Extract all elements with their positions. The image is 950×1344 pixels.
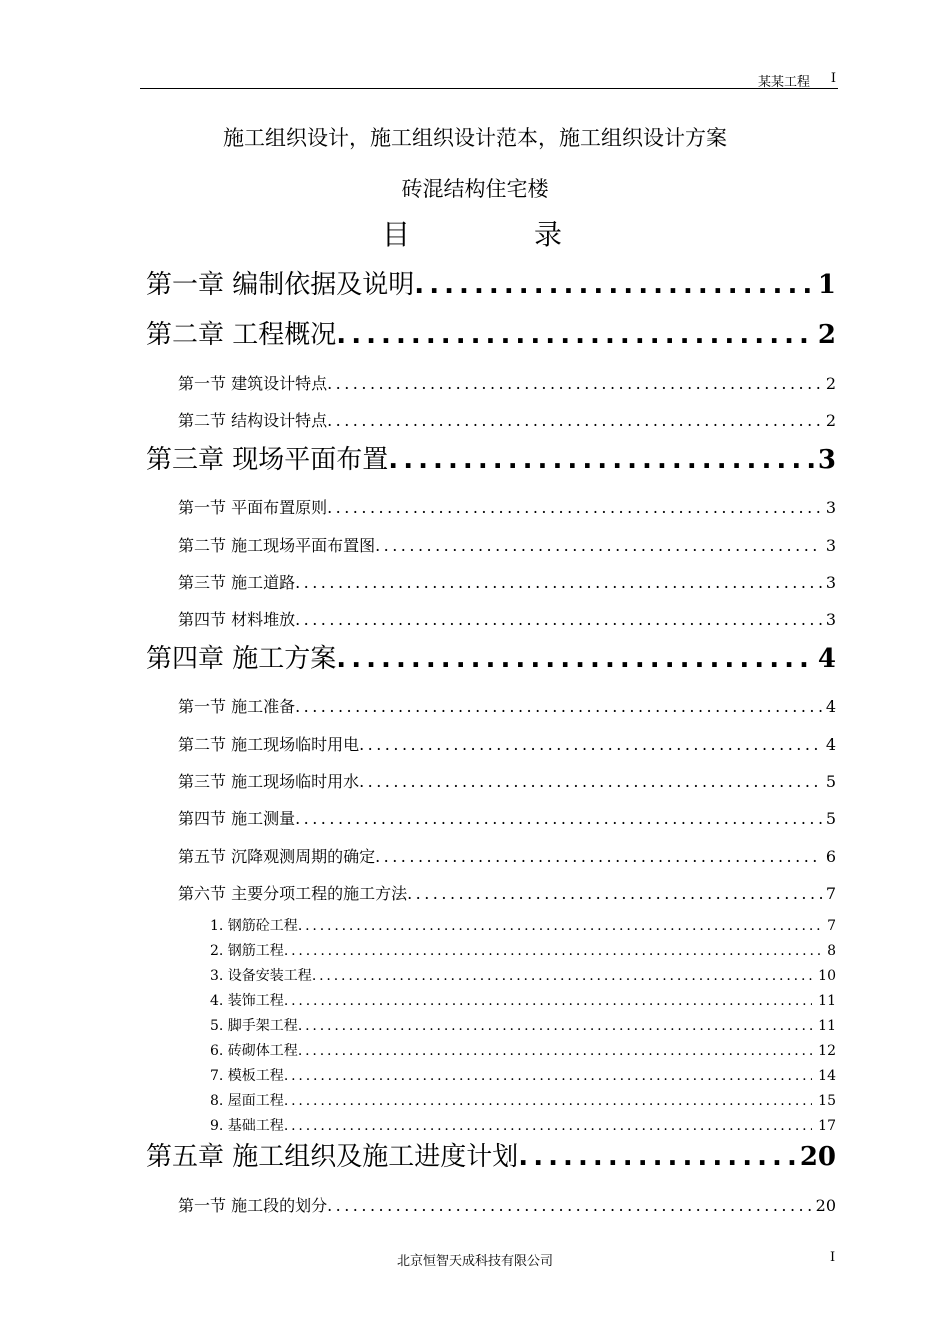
toc-page: 3 — [817, 445, 836, 475]
toc-subsection-8[interactable] — [210, 1090, 836, 1110]
toc-page: 3 — [825, 573, 836, 592]
toc-leader — [284, 943, 821, 959]
toc-leader — [336, 320, 814, 350]
toc-section-4-5[interactable] — [178, 844, 836, 867]
toc-label: 7. 模板工程 — [210, 1068, 284, 1084]
toc-page: 12 — [818, 1043, 836, 1059]
toc-label: 第一节 平面布置原则 — [178, 498, 328, 517]
toc-page: 11 — [818, 993, 836, 1009]
footer-page-number: I — [830, 1250, 836, 1265]
toc-label: 第五章 施工组织及施工进度计划 — [146, 1142, 519, 1172]
toc-section-4-2[interactable] — [178, 732, 836, 755]
toc-page: 15 — [818, 1093, 836, 1109]
document-subtitle: 砖混结构住宅楼 — [401, 177, 549, 201]
toc-page: 2 — [825, 374, 836, 393]
toc-page: 7 — [827, 918, 836, 934]
footer-company: 北京恒智天成科技有限公司 — [396, 1254, 553, 1269]
toc-leader — [327, 411, 822, 430]
toc-leader — [327, 498, 822, 517]
toc-label: 第四节 材料堆放 — [178, 610, 296, 629]
toc-page: 6 — [825, 847, 836, 866]
toc-subsection-2[interactable] — [210, 940, 836, 960]
toc-label: 第三节 施工现场临时用水 — [178, 772, 360, 791]
toc-label: 第二节 施工现场临时用电 — [178, 735, 360, 754]
toc-page: 8 — [827, 943, 836, 959]
toc-leader — [312, 968, 812, 984]
toc-label: 2. 钢筋工程 — [210, 943, 284, 959]
toc-section-2-2[interactable] — [178, 408, 836, 431]
toc-leader — [295, 697, 822, 716]
toc-page: 2 — [825, 411, 836, 430]
toc-leader — [295, 610, 822, 629]
toc-section-4-4[interactable] — [178, 806, 836, 829]
toc-leader — [284, 993, 812, 1009]
toc-subsection-4[interactable] — [210, 990, 836, 1010]
toc-leader — [298, 918, 821, 934]
toc-subsection-3[interactable] — [210, 965, 836, 985]
toc-chapter-5[interactable] — [146, 1136, 836, 1173]
toc-subsection-1[interactable] — [210, 915, 836, 935]
toc-subsection-7[interactable] — [210, 1065, 836, 1085]
toc-page: 5 — [825, 809, 836, 828]
toc-page: 3 — [825, 536, 836, 555]
toc-leader — [375, 536, 822, 555]
page-header — [140, 66, 838, 89]
toc-page: 11 — [818, 1018, 836, 1034]
toc-label: 第二节 结构设计特点 — [178, 411, 328, 430]
header-title: 某某工程 — [757, 75, 810, 90]
toc-page: 4 — [817, 644, 836, 674]
toc-label: 第一节 建筑设计特点 — [178, 374, 328, 393]
toc-label: 第二节 施工现场平面布置图 — [178, 536, 376, 555]
toc-page: 3 — [825, 610, 836, 629]
toc-page: 20 — [815, 1196, 836, 1215]
toc-label: 第六节 主要分项工程的施工方法 — [178, 884, 408, 903]
toc-label: 4. 装饰工程 — [210, 993, 284, 1009]
toc-label: 1. 钢筋砼工程 — [210, 918, 298, 934]
toc-leader — [284, 1093, 812, 1109]
toc-label: 3. 设备安装工程 — [210, 968, 312, 984]
toc-page: 4 — [825, 735, 836, 754]
toc-label: 第三节 施工道路 — [178, 573, 296, 592]
toc-label: 8. 屋面工程 — [210, 1093, 284, 1109]
toc-label: 第一节 施工准备 — [178, 697, 296, 716]
toc-section-2-1[interactable] — [178, 371, 836, 394]
toc-section-3-4[interactable] — [178, 607, 836, 630]
toc-label: 第二章 工程概况 — [146, 320, 337, 350]
toc-label: 9. 基础工程 — [210, 1118, 284, 1134]
toc-leader — [298, 1043, 812, 1059]
document-title: 施工组织设计，施工组织设计范本，施工组织设计方案 — [223, 126, 727, 150]
toc-leader — [336, 644, 814, 674]
toc-leader — [295, 809, 822, 828]
toc-section-3-1[interactable] — [178, 495, 836, 518]
toc-leader — [295, 573, 822, 592]
toc-leader — [327, 374, 822, 393]
toc-heading: 目录 — [381, 218, 686, 251]
toc-label: 第一章 编制依据及说明 — [146, 270, 415, 300]
toc-page: 7 — [825, 884, 836, 903]
toc-chapter-2[interactable] — [146, 314, 836, 351]
toc-page: 17 — [818, 1118, 836, 1134]
toc-leader — [298, 1018, 812, 1034]
toc-leader — [375, 847, 822, 866]
toc-leader — [388, 445, 814, 475]
toc-section-4-6[interactable] — [178, 881, 836, 904]
toc-chapter-4[interactable] — [146, 638, 836, 675]
toc-label: 第四章 施工方案 — [146, 644, 337, 674]
header-page-number: I — [830, 71, 836, 86]
toc-leader — [284, 1068, 812, 1084]
toc-page: 10 — [818, 968, 836, 984]
toc-chapter-3[interactable] — [146, 439, 836, 476]
toc-leader — [414, 270, 814, 300]
toc-chapter-1[interactable] — [146, 264, 836, 301]
toc-label: 6. 砖砌体工程 — [210, 1043, 298, 1059]
toc-subsection-9[interactable] — [210, 1115, 836, 1135]
toc-leader — [518, 1142, 796, 1172]
toc-subsection-6[interactable] — [210, 1040, 836, 1060]
toc-leader — [284, 1118, 812, 1134]
toc-leader — [359, 735, 822, 754]
toc-label: 第四节 施工测量 — [178, 809, 296, 828]
toc-section-3-2[interactable] — [178, 533, 836, 556]
toc-page: 2 — [817, 320, 836, 350]
toc-section-5-1[interactable] — [178, 1193, 836, 1216]
toc-leader — [407, 884, 822, 903]
toc-page: 14 — [818, 1068, 836, 1084]
toc-page: 1 — [817, 270, 836, 300]
toc-leader — [327, 1196, 812, 1215]
toc-section-4-1[interactable] — [178, 694, 836, 717]
toc-page: 4 — [825, 697, 836, 716]
toc-label: 第三章 现场平面布置 — [146, 445, 389, 475]
toc-section-4-3[interactable] — [178, 769, 836, 792]
toc-label: 5. 脚手架工程 — [210, 1018, 298, 1034]
toc-page: 20 — [799, 1142, 836, 1172]
toc-page: 3 — [825, 498, 836, 517]
toc-leader — [359, 772, 822, 791]
toc-label: 第一节 施工段的划分 — [178, 1196, 328, 1215]
toc-section-3-3[interactable] — [178, 570, 836, 593]
toc-subsection-5[interactable] — [210, 1015, 836, 1035]
toc-page: 5 — [825, 772, 836, 791]
toc-label: 第五节 沉降观测周期的确定 — [178, 847, 376, 866]
